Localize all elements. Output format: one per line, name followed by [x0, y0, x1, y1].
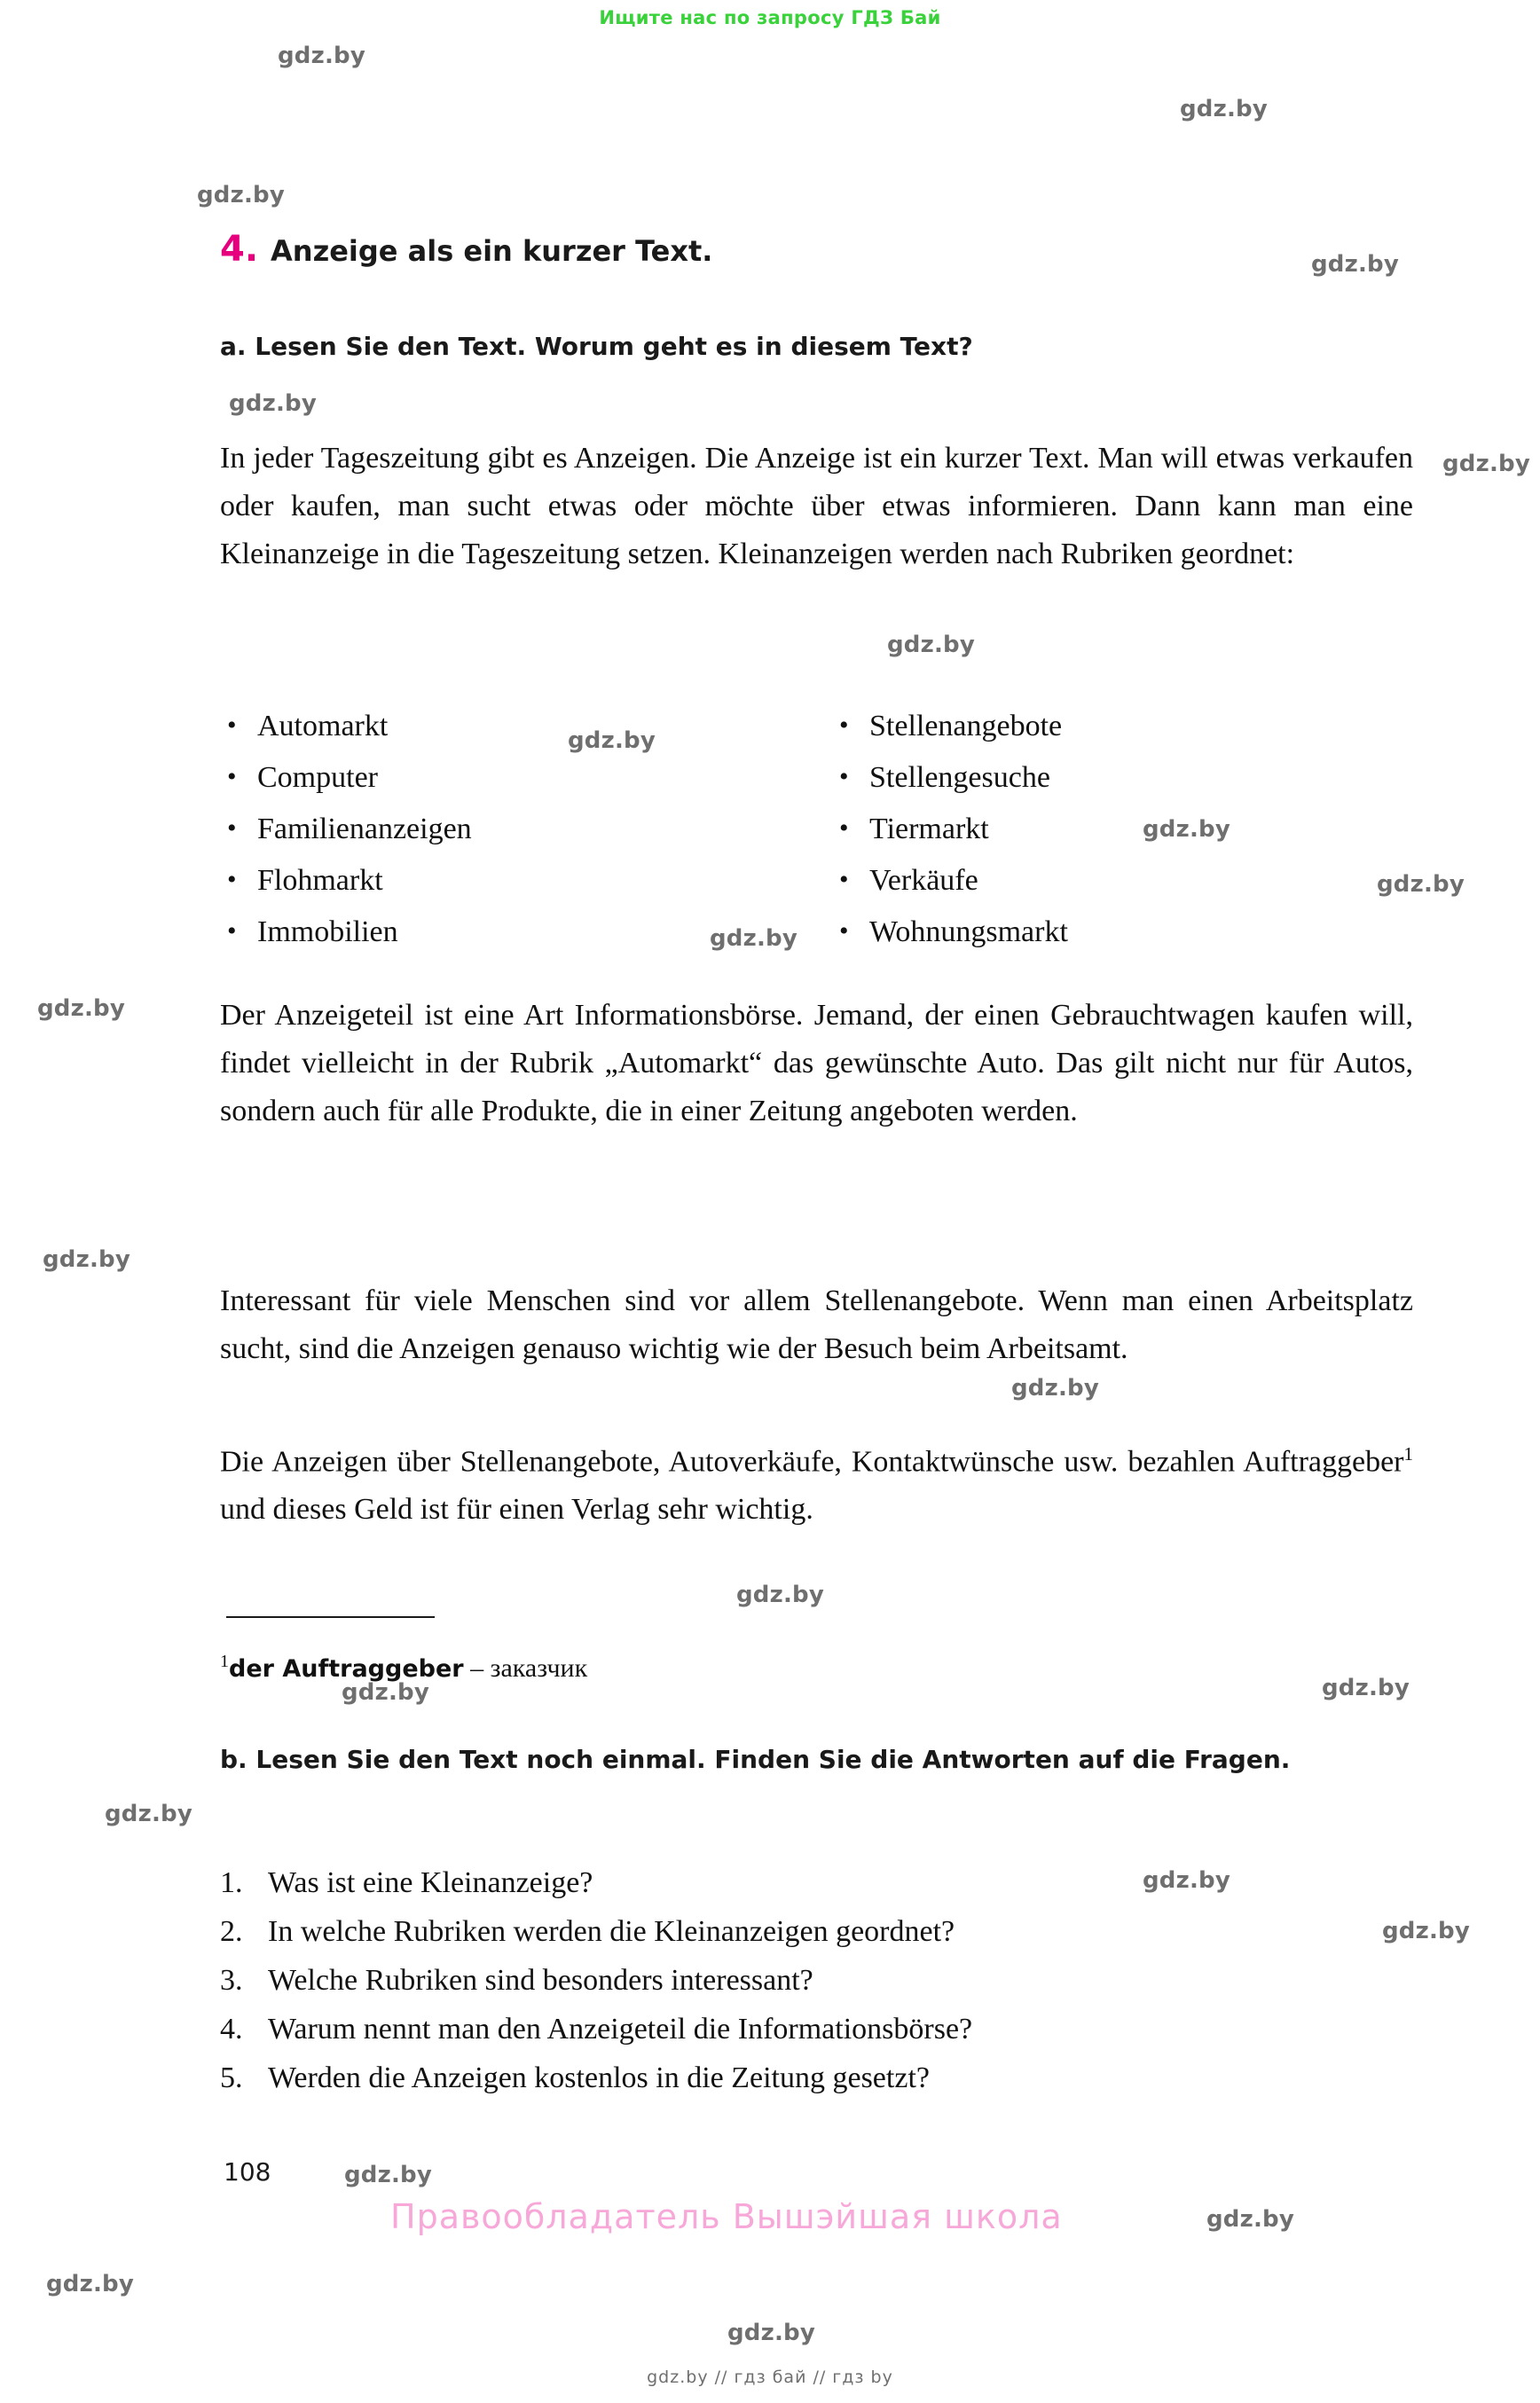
footnote-divider	[226, 1616, 435, 1618]
question-number: 3.	[220, 1964, 243, 1997]
paragraph-2: Der Anzeigeteil ist eine Art Informationsbörse. Jemand, der einen Gebrauchtwagen kaufen will, findet vielleicht in der Rubrik „Automarkt“ das gewünschte Auto. Das gilt nicht nur für Autos, sondern auch für alle Produkte, die in einer Zeitung angeboten werden.	[220, 999, 1413, 1127]
list-item: • Immobilien	[220, 907, 832, 958]
watermark-tile: gdz.by	[43, 1246, 130, 1273]
rubric-lists	[220, 701, 1285, 958]
list-item: • Wohnungsmarkt	[832, 907, 1068, 958]
list-item: • Verkäufe	[832, 855, 1068, 907]
watermark-tile: gdz.by	[1322, 1675, 1410, 1701]
question-list	[220, 1858, 1413, 2102]
watermark-tile: gdz.by	[1442, 451, 1530, 477]
watermark-tile: gdz.by	[568, 727, 656, 754]
exercise-number: 4.	[220, 229, 259, 270]
footnote-dash: –	[463, 1653, 491, 1683]
watermark-tile: gdz.by	[37, 995, 125, 1022]
watermark-tile: gdz.by	[1206, 2206, 1294, 2233]
footnote-marker: 1	[1403, 1443, 1413, 1465]
paragraph-4-before: Die Anzeigen über Stellenangebote, Autoverkäufe, Kontaktwünsche usw. bezahlen Auftraggeber	[220, 1445, 1404, 1479]
watermark-tile: gdz.by	[342, 1679, 429, 1706]
paragraph-1: In jeder Tageszeitung gibt es Anzeigen. Die Anzeige ist ein kurzer Text. Man will etwas verkaufen oder kaufen, man sucht etwas oder möchte über etwas informieren. Dann kann man eine Kleinanzeige in die Tageszeitung setzen. Kleinanzeigen werden nach Rubriken geordnet:	[220, 442, 1413, 570]
list-item: • Flohmarkt	[220, 855, 832, 907]
list-item: • Tiermarkt	[832, 804, 1068, 855]
list-item: • Stellenangebote	[832, 701, 1068, 752]
footnote-translation: заказчик	[490, 1653, 588, 1683]
watermark-tile: gdz.by	[229, 390, 317, 417]
list-item	[220, 1858, 1413, 1907]
exercise-heading	[220, 229, 712, 270]
watermark-tile: gdz.by	[1377, 871, 1465, 898]
list-item: • Familienanzeigen	[220, 804, 832, 855]
watermark-tile: gdz.by	[710, 925, 798, 952]
watermark-tile: gdz.by	[727, 2320, 815, 2346]
watermark-tile: gdz.by	[344, 2162, 432, 2188]
footnote-term: der Auftraggeber	[229, 1655, 464, 1683]
footnote	[220, 1652, 587, 1684]
watermark-tile: gdz.by	[278, 43, 365, 69]
watermark-tile: gdz.by	[1311, 251, 1399, 278]
watermark-tile: gdz.by	[46, 2271, 134, 2297]
question-number: 5.	[220, 2061, 243, 2094]
list-item	[220, 1956, 1413, 2005]
watermark-publisher: Правообладатель Вышэйшая школа	[390, 2197, 1063, 2236]
question-text: Welche Rubriken sind besonders interessant?	[268, 1964, 813, 1997]
paragraph-4-after: und dieses Geld ist für einen Verlag sehr wichtig.	[220, 1493, 813, 1527]
question-text: Werden die Anzeigen kostenlos in die Zeitung gesetzt?	[268, 2061, 930, 2094]
question-text: Warum nennt man den Anzeigeteil die Informationsbörse?	[268, 2013, 973, 2046]
rubric-list-left	[220, 701, 832, 958]
subtask-b-instruction: b. Lesen Sie den Text noch einmal. Finden Sie die Antworten auf die Fragen.	[220, 1745, 1291, 1774]
question-number: 2.	[220, 1915, 243, 1948]
watermark-tile: gdz.by	[1011, 1375, 1099, 1402]
list-item	[220, 2005, 1413, 2054]
footnote-number: 1	[220, 1652, 229, 1671]
list-item	[220, 2054, 1413, 2102]
page-number: 108	[224, 2157, 271, 2187]
question-text: Was ist eine Kleinanzeige?	[268, 1866, 593, 1899]
watermark-tile: gdz.by	[1143, 816, 1230, 843]
paragraph-3: Interessant für viele Menschen sind vor allem Stellenangebote. Wenn man einen Arbeitsplatz sucht, sind die Anzeigen genauso wichtig wie der Besuch beim Arbeitsamt.	[220, 1284, 1413, 1365]
list-item	[220, 1907, 1413, 1956]
watermark-tile: gdz.by	[887, 632, 975, 658]
watermark-tile: gdz.by	[1143, 1867, 1230, 1894]
question-text: In welche Rubriken werden die Kleinanzeigen geordnet?	[268, 1915, 955, 1948]
subtask-a-instruction: a. Lesen Sie den Text. Worum geht es in diesem Text?	[220, 332, 973, 361]
paragraph-4	[220, 1430, 1413, 1534]
watermark-tile: gdz.by	[736, 1582, 824, 1608]
watermark-tile: gdz.by	[1382, 1918, 1470, 1944]
list-item: • Automarkt	[220, 701, 832, 752]
rubric-list-right	[832, 701, 1068, 958]
question-number: 4.	[220, 2013, 243, 2046]
list-item: • Computer	[220, 752, 832, 804]
watermark-tile: gdz.by	[105, 1801, 192, 1827]
watermark-tile: gdz.by	[197, 182, 285, 208]
watermark-tile: gdz.by	[1180, 96, 1268, 122]
watermark-bottom: gdz.by // гдз бай // гдз by	[647, 2368, 893, 2387]
exercise-title: Anzeige als ein kurzer Text.	[271, 234, 713, 268]
question-number: 1.	[220, 1866, 243, 1899]
list-item: • Stellengesuche	[832, 752, 1068, 804]
watermark-top-banner: Ищите нас по запросу ГДЗ Бай	[599, 7, 941, 28]
